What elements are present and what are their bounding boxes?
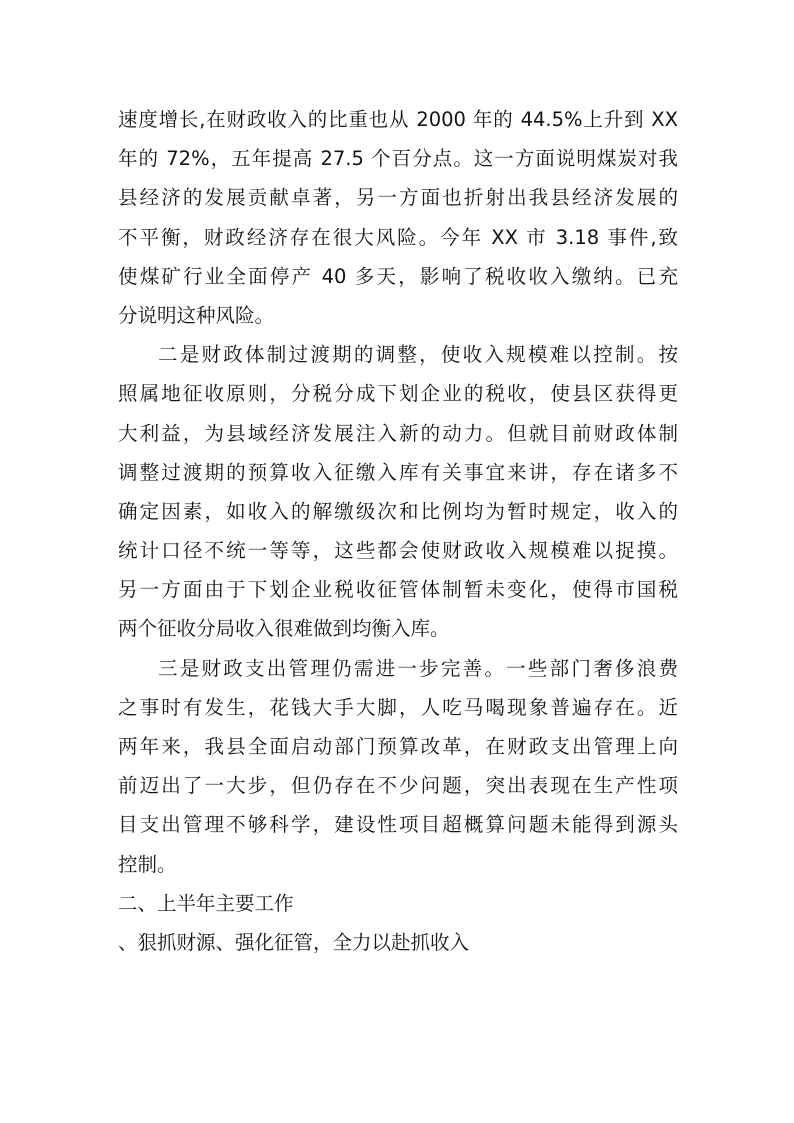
text-line: 之事时有发生，花钱大手大脚，人吃马喝现象普遍存在。近: [118, 695, 678, 719]
paragraph-2: [118, 335, 678, 649]
text-line: 调整过渡期的预算收入征缴入库有关事宜来讲，存在诸多不: [118, 460, 678, 484]
text-line: 另一方面由于下划企业税收征管体制暂未变化，使得市国税: [118, 578, 678, 602]
section-heading: 二、上半年主要工作: [118, 891, 294, 915]
text-line: 使煤矿行业全面停产 40 多天，影响了税收收入缴纳。已充: [118, 264, 678, 288]
text-line: 不平衡，财政经济存在很大风险。今年 XX 市 3.18 事件,致: [118, 225, 678, 249]
paragraph-3: [118, 649, 678, 884]
text-line: 分说明这种风险。: [118, 303, 275, 327]
text-line: 县经济的发展贡献卓著，另一方面也折射出我县经济发展的: [118, 186, 678, 210]
subsection-heading: 、狠抓财源、强化征管，全力以赴抓收入: [118, 930, 470, 954]
paragraph-1: [118, 100, 678, 335]
text-line: 前迈出了一大步，但仍存在不少问题，突出表现在生产性项: [118, 774, 678, 798]
text-line: 照属地征收原则，分税分成下划企业的税收，使县区获得更: [118, 382, 678, 406]
text-line: 确定因素，如收入的解缴级次和比例均为暂时规定，收入的: [118, 499, 678, 523]
text-line: 大利益，为县域经济发展注入新的动力。但就目前财政体制: [118, 421, 678, 445]
text-line: 两个征收分局收入很难做到均衡入库。: [118, 617, 450, 641]
text-line: 统计口径不统一等等，这些都会使财政收入规模难以捉摸。: [118, 539, 678, 563]
text-line: 二是财政体制过渡期的调整，使收入规模难以控制。按: [158, 343, 678, 367]
text-line: 三是财政支出管理仍需进一步完善。一些部门奢侈浪费: [158, 656, 678, 680]
text-line: 控制。: [118, 852, 177, 876]
text-line: 目支出管理不够科学，建设性项目超概算问题未能得到源头: [118, 813, 678, 837]
text-line: 年的 72%，五年提高 27.5 个百分点。这一方面说明煤炭对我: [118, 147, 678, 171]
document-body: [118, 100, 678, 962]
text-line: 两年来，我县全面启动部门预算改革，在财政支出管理上向: [118, 735, 678, 758]
text-line: 速度增长,在财政收入的比重也从 2000 年的 44.5%上升到 XX: [118, 108, 678, 131]
